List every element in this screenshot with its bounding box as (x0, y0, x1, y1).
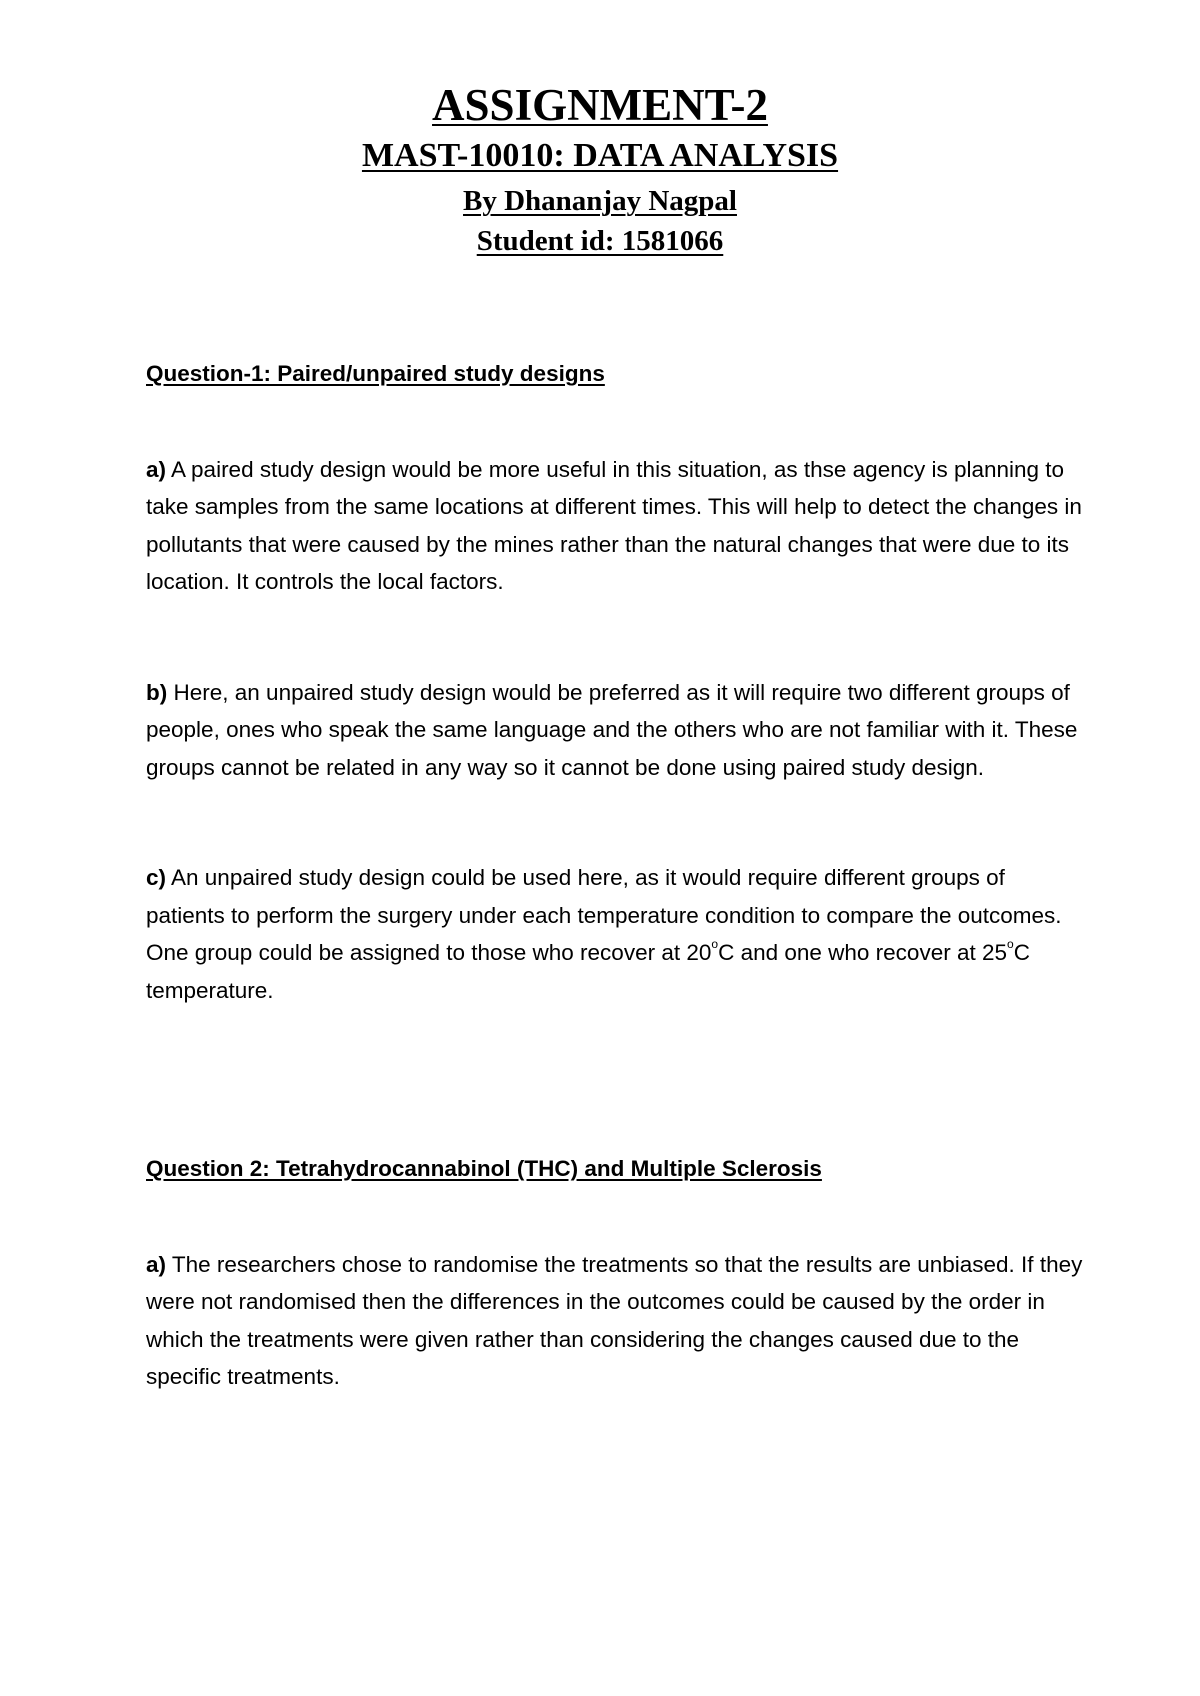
degree-symbol-1: o (711, 937, 719, 951)
degree-symbol-2: o (1007, 937, 1014, 951)
course-title: MAST-10010: DATA ANALYSIS (361, 137, 839, 174)
q1-answer-c-label: c) (146, 865, 167, 890)
q1-answer-c-text-3: C temperature. (146, 940, 1030, 1003)
author-line: By Dhananjay Nagpal (463, 185, 737, 217)
question-2-heading: Question 2: Tetrahydrocannabinol (THC) and Multiple Sclerosis (146, 1156, 822, 1181)
assignment-title: ASSIGNMENT-2 (432, 80, 768, 130)
document-header (0, 78, 1200, 260)
q1-answer-c (146, 859, 1086, 1009)
q1-answer-b (146, 674, 1086, 787)
q1-answer-c-text-1: An unpaired study design could be used here, as it would require different groups of patients to perform the surgery under each temperature condition to compare the outcomes. One group could be assigned to those who recover at 20 (146, 865, 1062, 965)
q1-answer-b-label: b) (146, 679, 168, 705)
q2-answer-a-text: The researchers chose to randomise the treatments so that the results are unbiased. If they were not randomised then the differences in the outcomes could be caused by the order in which the treatments were given rather than considering the changes caused due to the specific treatments. (146, 1251, 1083, 1389)
q1-answer-b-text: Here, an unpaired study design would be preferred as it will require two different groups of people, ones who speak the same language and the others who are not familiar with it. These groups cannot be related in any way so it cannot be done using paired study design. (146, 679, 1078, 780)
student-id-line: Student id: 1581066 (476, 225, 724, 257)
q1-answer-a-text: A paired study design would be more useful in this situation, as thse agency is planning to take samples from the same locations at different times. This will help to detect the changes in pollutants that were caused by the mines rather than the natural changes that were due to its location. It controls the local factors. (146, 456, 1082, 594)
q1-answer-c-text-2: C and one who recover at 25 (718, 940, 1007, 965)
document-body (146, 355, 1086, 1396)
q1-answer-a (146, 451, 1086, 601)
q2-answer-a-label: a) (146, 1251, 167, 1277)
q1-answer-a-label: a) (146, 456, 167, 482)
q2-answer-a (146, 1246, 1086, 1396)
question-1-heading: Question-1: Paired/unpaired study designs (146, 361, 605, 386)
